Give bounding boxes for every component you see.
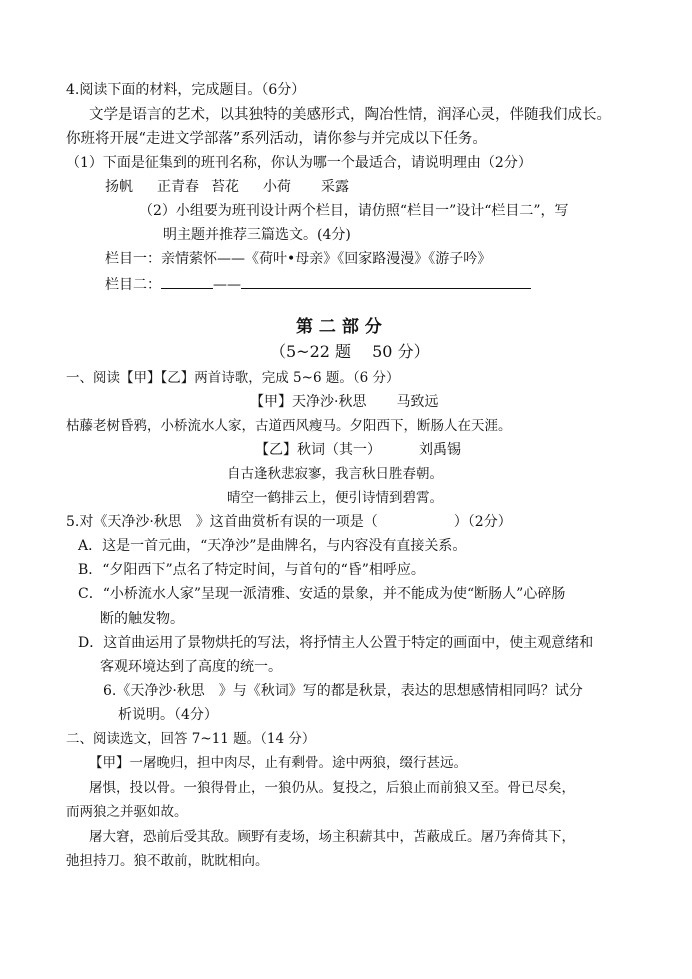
q4-sub2-line2: 明主题并推荐三篇选文。(4分) (163, 227, 351, 243)
q5-option-c-line2: 断的触发物。 (100, 611, 184, 627)
poem-b-heading (255, 441, 461, 459)
q5-stem-score: ）（2分） (453, 514, 512, 530)
poem-a-author: 马致远 (396, 394, 439, 410)
poem-a-text: 枯藤老树昏鸦，小桥流水人家，古道西风瘦马。夕阳西下，断肠人在天涯。 (66, 418, 512, 434)
passage-para3-line2: 弛担持刀。狼不敢前，眈眈相向。 (66, 853, 269, 869)
q4-sub2-line1: （2）小组要为班刊设计两个栏目，请仿照“栏目一”设计“栏目二”，写 (139, 203, 569, 219)
q4-sub1: （1）下面是征集到的班刊名称，你认为哪一个最适合，请说明理由（2分） (66, 155, 532, 171)
name-option: 采露 (321, 179, 349, 195)
column-one: 栏目一：亲情萦怀——《荷叶•母亲》《回家路漫漫》《游子吟》 (105, 251, 492, 267)
q4-stem: 4.阅读下面的材料，完成题目。（6分） (66, 82, 306, 98)
column-two-label: 栏目二： (105, 277, 161, 293)
poem-b-line2: 晴空一鹤排云上，便引诗情到碧霄。 (227, 490, 443, 506)
section-one-heading: 一、阅读【甲】【乙】两首诗歌，完成 5~6 题。（6 分） (66, 370, 400, 386)
part-two-title: 第 二 部 分 (296, 317, 382, 337)
column-two-dash: —— (213, 277, 241, 293)
answer-blank[interactable] (161, 274, 213, 289)
q5-option-c-line1: C．“小桥流水人家”呈现一派清雅、安适的景象，并不能成为使“断肠人”心碎肠 (78, 586, 566, 602)
q5-stem-text: 5.对《天净沙·秋思 》这首曲赏析有误的一项是（ (66, 514, 378, 530)
name-option: 小荷 (263, 179, 291, 195)
q4-intro-line1: 文学是语言的艺术，以其独特的美感形式，陶冶性情，润泽心灵，伴随我们成长。 (89, 107, 611, 123)
class-magazine-name-options (105, 178, 349, 196)
passage-para2-line2: 而两狼之并驱如故。 (66, 804, 188, 820)
q5-option-d-line1: D．这首曲运用了景物烘托的写法，将抒情主人公置于特定的画面中，使主观意绪和 (78, 635, 594, 651)
name-option: 扬帆 (105, 179, 133, 195)
poem-a-heading (250, 393, 438, 411)
passage-para2-line1: 屠惧，投以骨。一狼得骨止，一狼仍从。复投之，后狼止而前狼又至。骨已尽矣， (89, 780, 575, 796)
q6-line2: 析说明。（4分） (118, 707, 218, 723)
q4-intro-line2: 你班将开展“走进文学部落”系列活动，请你参与并完成以下任务。 (66, 131, 487, 147)
passage-para3-line1: 屠大窘，恐前后受其敌。顾野有麦场，场主积薪其中，苫蔽成丘。屠乃奔倚其下， (89, 829, 575, 845)
poem-a-title: 【甲】天净沙·秋思 (250, 394, 367, 410)
q6-line1: 6.《天净沙·秋思 》与《秋词》写的都是秋景，表达的思想感情相同吗？试分 (103, 683, 583, 699)
q5-option-b: B．“夕阳西下”点名了特定时间，与首句的“昏”相呼应。 (78, 562, 425, 578)
poem-b-title: 【乙】秋词（其一） (255, 442, 381, 458)
q5-option-a: A．这是一首元曲，“天净沙”是曲牌名，与内容没有直接关系。 (78, 538, 467, 554)
q5-option-d-line2: 客观环境达到了高度的统一。 (100, 659, 282, 675)
part-two-range: （5~22 题 50 分） (270, 342, 430, 361)
q5-stem (66, 513, 512, 531)
section-two-heading: 二、阅读选文，回答 7~11 题。（14 分） (66, 731, 316, 747)
answer-blank[interactable] (241, 274, 531, 289)
name-option: 苔花 (211, 179, 239, 195)
poem-b-line1: 自古逢秋悲寂寥，我言秋日胜春朝。 (227, 466, 443, 482)
poem-b-author: 刘禹锡 (419, 442, 461, 458)
passage-para1: 【甲】一屠晚归，担中肉尽，止有剩骨。途中两狼，缀行甚远。 (89, 755, 467, 771)
column-two-answer-line (105, 274, 531, 294)
name-option: 正青春 (157, 179, 199, 195)
